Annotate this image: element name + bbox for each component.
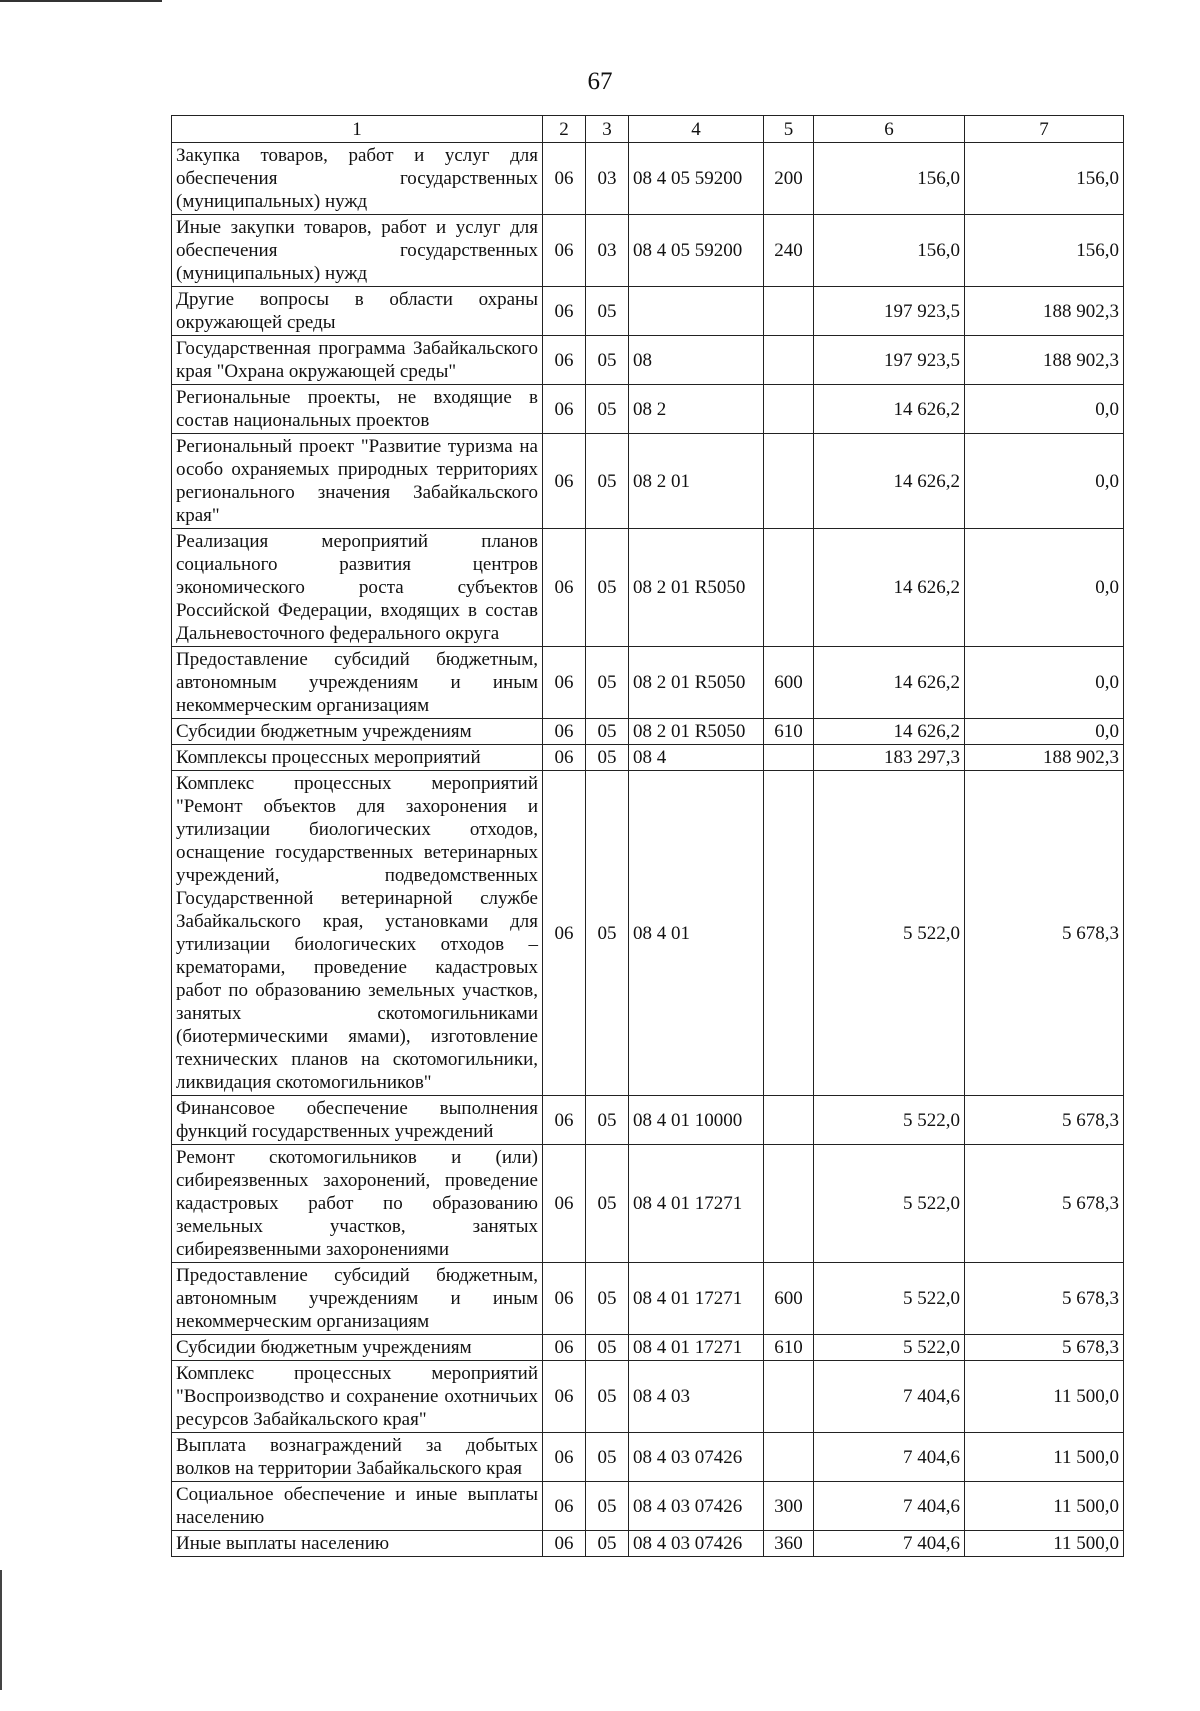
row-name-cell: Предоставление субсидий бюджетным, автономным учреждениям и иным некоммерческим организациям	[172, 647, 543, 719]
amount-year2-cell: 5 678,3	[965, 1335, 1124, 1361]
section-code-cell: 06	[543, 1361, 586, 1433]
amount-year2-cell: 5 678,3	[965, 771, 1124, 1096]
target-article-cell: 08 4 05 59200	[629, 143, 764, 215]
subsection-code-cell: 05	[586, 1335, 629, 1361]
amount-year2-cell: 5 678,3	[965, 1263, 1124, 1335]
table-row	[172, 1361, 1124, 1433]
section-code-cell: 06	[543, 385, 586, 434]
row-name-cell: Региональный проект "Развитие туризма на особо охраняемых природных территориях регионального значения Забайкальского края"	[172, 434, 543, 529]
table-row	[172, 719, 1124, 745]
row-name-cell: Социальное обеспечение и иные выплаты населению	[172, 1482, 543, 1531]
expense-type-cell: 200	[764, 143, 814, 215]
target-article-cell: 08 4 01 17271	[629, 1145, 764, 1263]
row-name-cell: Реализация мероприятий планов социального развития центров экономического роста субъектов Российской Федерации, входящих в состав Дальневосточного федерального округа	[172, 529, 543, 647]
subsection-code-cell: 05	[586, 1531, 629, 1557]
target-article-cell	[629, 287, 764, 336]
amount-year2-cell: 156,0	[965, 143, 1124, 215]
target-article-cell: 08 2 01 R5050	[629, 529, 764, 647]
target-article-cell: 08 4 05 59200	[629, 215, 764, 287]
scan-edge-mark	[0, 0, 162, 2]
expense-type-cell: 300	[764, 1482, 814, 1531]
target-article-cell: 08 4 03 07426	[629, 1433, 764, 1482]
row-name-cell: Иные закупки товаров, работ и услуг для обеспечения государственных (муниципальных) нужд	[172, 215, 543, 287]
amount-year1-cell: 7 404,6	[814, 1531, 965, 1557]
amount-year2-cell: 0,0	[965, 647, 1124, 719]
amount-year2-cell: 188 902,3	[965, 336, 1124, 385]
section-code-cell: 06	[543, 529, 586, 647]
subsection-code-cell: 03	[586, 215, 629, 287]
subsection-code-cell: 05	[586, 647, 629, 719]
expense-type-cell	[764, 771, 814, 1096]
expense-type-cell: 360	[764, 1531, 814, 1557]
amount-year1-cell: 5 522,0	[814, 771, 965, 1096]
target-article-cell: 08 4 01 17271	[629, 1263, 764, 1335]
table-row	[172, 287, 1124, 336]
amount-year2-cell: 188 902,3	[965, 745, 1124, 771]
subsection-code-cell: 05	[586, 1263, 629, 1335]
target-article-cell: 08 2	[629, 385, 764, 434]
table-row	[172, 647, 1124, 719]
expense-type-cell	[764, 529, 814, 647]
expense-type-cell	[764, 1433, 814, 1482]
header-row	[172, 116, 1124, 143]
table-row	[172, 1482, 1124, 1531]
target-article-cell: 08 4 01 10000	[629, 1096, 764, 1145]
section-code-cell: 06	[543, 771, 586, 1096]
section-code-cell: 06	[543, 143, 586, 215]
expense-type-cell	[764, 745, 814, 771]
amount-year2-cell: 188 902,3	[965, 287, 1124, 336]
amount-year2-cell: 156,0	[965, 215, 1124, 287]
subsection-code-cell: 05	[586, 719, 629, 745]
subsection-code-cell: 05	[586, 1482, 629, 1531]
amount-year2-cell: 0,0	[965, 385, 1124, 434]
table-row	[172, 385, 1124, 434]
amount-year1-cell: 7 404,6	[814, 1361, 965, 1433]
amount-year1-cell: 5 522,0	[814, 1335, 965, 1361]
header-cell: 7	[965, 116, 1124, 143]
amount-year2-cell: 11 500,0	[965, 1433, 1124, 1482]
table-row	[172, 143, 1124, 215]
amount-year1-cell: 5 522,0	[814, 1096, 965, 1145]
subsection-code-cell: 05	[586, 287, 629, 336]
table-row	[172, 1145, 1124, 1263]
target-article-cell: 08 4 01	[629, 771, 764, 1096]
row-name-cell: Субсидии бюджетным учреждениям	[172, 1335, 543, 1361]
row-name-cell: Ремонт скотомогильников и (или) сибиреязвенных захоронений, проведение кадастровых работ по образованию земельных участков, занятых сибиреязвенными захоронениями	[172, 1145, 543, 1263]
expense-type-cell	[764, 336, 814, 385]
amount-year1-cell: 14 626,2	[814, 385, 965, 434]
subsection-code-cell: 05	[586, 1433, 629, 1482]
amount-year2-cell: 11 500,0	[965, 1361, 1124, 1433]
amount-year2-cell: 11 500,0	[965, 1482, 1124, 1531]
expense-type-cell: 240	[764, 215, 814, 287]
header-cell: 5	[764, 116, 814, 143]
table-row	[172, 336, 1124, 385]
table-row	[172, 1335, 1124, 1361]
section-code-cell: 06	[543, 1433, 586, 1482]
section-code-cell: 06	[543, 647, 586, 719]
expense-type-cell	[764, 1361, 814, 1433]
subsection-code-cell: 05	[586, 1145, 629, 1263]
amount-year2-cell: 11 500,0	[965, 1531, 1124, 1557]
section-code-cell: 06	[543, 719, 586, 745]
table-row	[172, 1096, 1124, 1145]
target-article-cell: 08 2 01	[629, 434, 764, 529]
section-code-cell: 06	[543, 1145, 586, 1263]
header-cell: 2	[543, 116, 586, 143]
section-code-cell: 06	[543, 287, 586, 336]
target-article-cell: 08 4 03 07426	[629, 1482, 764, 1531]
subsection-code-cell: 05	[586, 385, 629, 434]
section-code-cell: 06	[543, 1335, 586, 1361]
amount-year1-cell: 5 522,0	[814, 1263, 965, 1335]
target-article-cell: 08 4	[629, 745, 764, 771]
subsection-code-cell: 05	[586, 1096, 629, 1145]
section-code-cell: 06	[543, 215, 586, 287]
amount-year1-cell: 156,0	[814, 215, 965, 287]
table-row	[172, 771, 1124, 1096]
row-name-cell: Выплата вознаграждений за добытых волков на территории Забайкальского края	[172, 1433, 543, 1482]
scan-edge-mark-left	[0, 1570, 2, 1690]
subsection-code-cell: 05	[586, 771, 629, 1096]
section-code-cell: 06	[543, 1263, 586, 1335]
target-article-cell: 08 2 01 R5050	[629, 719, 764, 745]
section-code-cell: 06	[543, 745, 586, 771]
table-row	[172, 529, 1124, 647]
target-article-cell: 08 4 03	[629, 1361, 764, 1433]
expense-type-cell: 610	[764, 719, 814, 745]
amount-year1-cell: 7 404,6	[814, 1433, 965, 1482]
row-name-cell: Региональные проекты, не входящие в состав национальных проектов	[172, 385, 543, 434]
row-name-cell: Государственная программа Забайкальского края "Охрана окружающей среды"	[172, 336, 543, 385]
expense-type-cell	[764, 385, 814, 434]
row-name-cell: Комплексы процессных мероприятий	[172, 745, 543, 771]
table-row	[172, 1433, 1124, 1482]
expense-type-cell: 600	[764, 647, 814, 719]
table-row	[172, 434, 1124, 529]
amount-year1-cell: 14 626,2	[814, 529, 965, 647]
subsection-code-cell: 05	[586, 529, 629, 647]
target-article-cell: 08 2 01 R5050	[629, 647, 764, 719]
amount-year1-cell: 156,0	[814, 143, 965, 215]
amount-year2-cell: 0,0	[965, 719, 1124, 745]
amount-year1-cell: 14 626,2	[814, 434, 965, 529]
amount-year1-cell: 197 923,5	[814, 287, 965, 336]
expense-type-cell	[764, 287, 814, 336]
row-name-cell: Субсидии бюджетным учреждениям	[172, 719, 543, 745]
expense-type-cell	[764, 1096, 814, 1145]
header-cell: 6	[814, 116, 965, 143]
row-name-cell: Иные выплаты населению	[172, 1531, 543, 1557]
page-number: 67	[587, 68, 613, 95]
row-name-cell: Закупка товаров, работ и услуг для обеспечения государственных (муниципальных) нужд	[172, 143, 543, 215]
subsection-code-cell: 05	[586, 434, 629, 529]
amount-year1-cell: 7 404,6	[814, 1482, 965, 1531]
table-row	[172, 215, 1124, 287]
subsection-code-cell: 05	[586, 745, 629, 771]
subsection-code-cell: 05	[586, 336, 629, 385]
amount-year1-cell: 183 297,3	[814, 745, 965, 771]
row-name-cell: Предоставление субсидий бюджетным, автономным учреждениям и иным некоммерческим организациям	[172, 1263, 543, 1335]
expense-type-cell	[764, 434, 814, 529]
target-article-cell: 08	[629, 336, 764, 385]
section-code-cell: 06	[543, 1531, 586, 1557]
amount-year2-cell: 5 678,3	[965, 1145, 1124, 1263]
amount-year2-cell: 0,0	[965, 434, 1124, 529]
section-code-cell: 06	[543, 1482, 586, 1531]
header-cell: 3	[586, 116, 629, 143]
expense-type-cell	[764, 1145, 814, 1263]
section-code-cell: 06	[543, 336, 586, 385]
row-name-cell: Финансовое обеспечение выполнения функций государственных учреждений	[172, 1096, 543, 1145]
amount-year2-cell: 5 678,3	[965, 1096, 1124, 1145]
row-name-cell: Комплекс процессных мероприятий "Ремонт объектов для захоронения и утилизации биологических отходов, оснащение государственных ветеринарных учреждений, подведомственных Государственной ветеринарной службе Забайкальского края, установками для утилизации биологических отходов – крематорами, проведение кадастровых работ по образованию земельных участков, занятых скотомогильниками (биотермическими ямами), изготовление технических планов на скотомогильники, ликвидация скотомогильников"	[172, 771, 543, 1096]
section-code-cell: 06	[543, 434, 586, 529]
amount-year2-cell: 0,0	[965, 529, 1124, 647]
row-name-cell: Комплекс процессных мероприятий "Воспроизводство и сохранение охотничьих ресурсов Забайкальского края"	[172, 1361, 543, 1433]
table-row	[172, 1263, 1124, 1335]
budget-table	[171, 115, 1124, 1557]
amount-year1-cell: 14 626,2	[814, 719, 965, 745]
row-name-cell: Другие вопросы в области охраны окружающей среды	[172, 287, 543, 336]
subsection-code-cell: 03	[586, 143, 629, 215]
section-code-cell: 06	[543, 1096, 586, 1145]
target-article-cell: 08 4 03 07426	[629, 1531, 764, 1557]
amount-year1-cell: 197 923,5	[814, 336, 965, 385]
header-cell: 1	[172, 116, 543, 143]
amount-year1-cell: 14 626,2	[814, 647, 965, 719]
expense-type-cell: 610	[764, 1335, 814, 1361]
expense-type-cell: 600	[764, 1263, 814, 1335]
subsection-code-cell: 05	[586, 1361, 629, 1433]
header-cell: 4	[629, 116, 764, 143]
target-article-cell: 08 4 01 17271	[629, 1335, 764, 1361]
table-row	[172, 745, 1124, 771]
amount-year1-cell: 5 522,0	[814, 1145, 965, 1263]
table-row	[172, 1531, 1124, 1557]
